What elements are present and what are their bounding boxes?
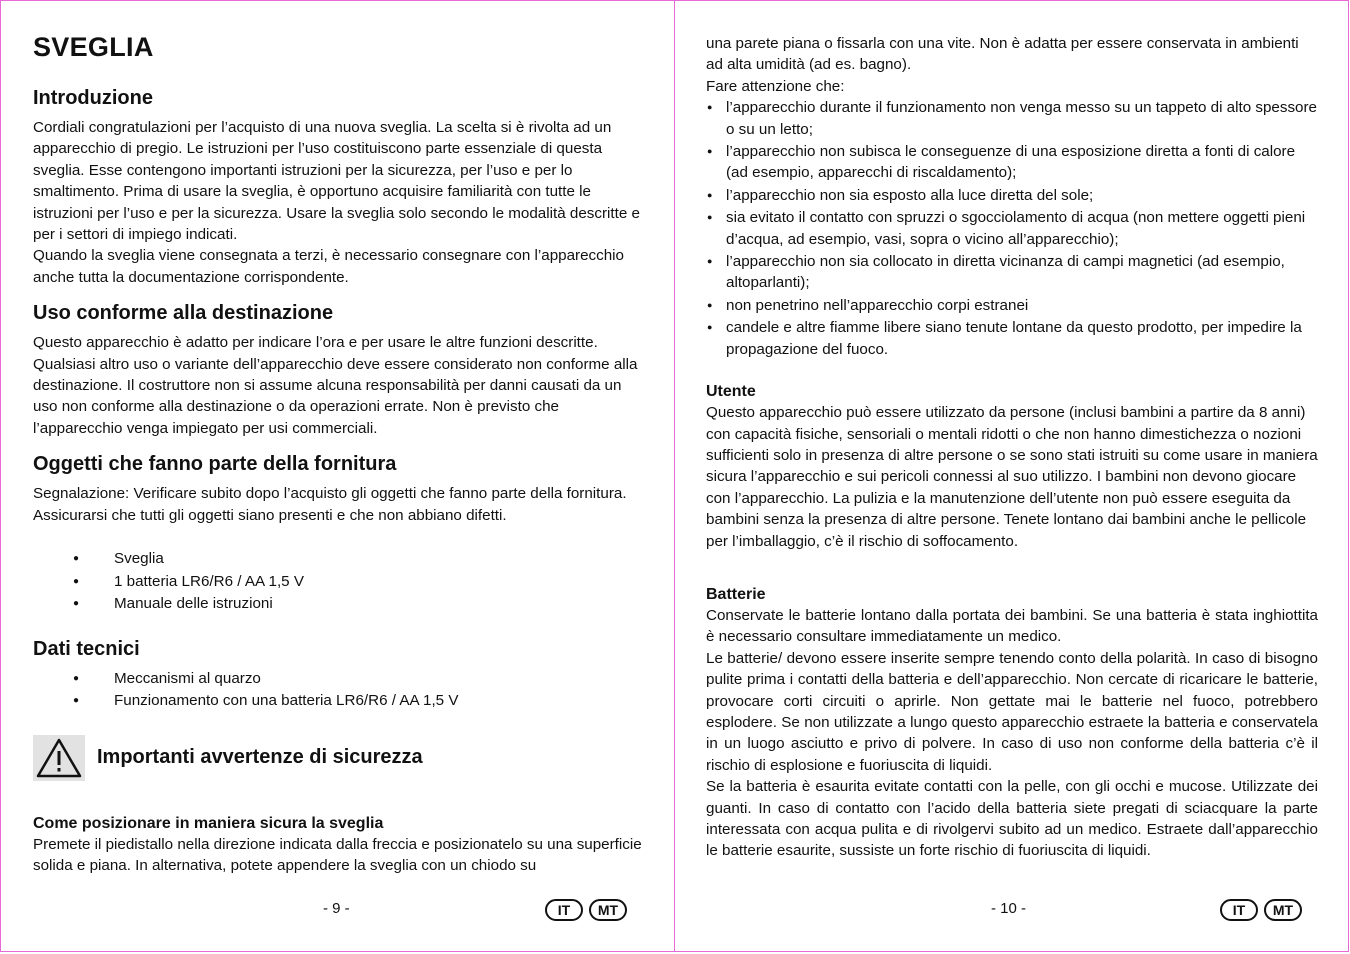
language-badges	[1220, 899, 1302, 921]
page-right	[674, 0, 1349, 952]
list-item: ● non penetrino nell’apparecchio corpi estranei	[706, 295, 1318, 316]
user-paragraph: Questo apparecchio può essere utilizzato da persone (inclusi bambini a partire da 8 anni) con capacità fisiche, sensoriali o mentali ridotti o che non hanno dimestichezza o nozioni sufficienti solo in presenza di altre persone o se sono stati istruiti su come usare in maniera sicura l’apparecchio e sui pericoli connessi al suo utilizzo. I bambini non devono giocare con l’apparecchio. La pulizia e la manutenzione dell’utente non può essere eseguita da bambini senza la presenza di altre persone. Tenete lontano dai bambini anche le pellicole per l’imballaggio, c’è il rischio di soffocamento.	[706, 404, 1318, 550]
language-badge-it: IT	[545, 899, 583, 921]
section-utente	[706, 381, 1318, 552]
section-uso-conforme	[33, 300, 645, 439]
supply-list	[33, 548, 645, 616]
page-number: - 9 -	[323, 900, 350, 917]
document-title: SVEGLIA	[33, 32, 154, 62]
section-fornitura	[33, 451, 645, 615]
intro-paragraph-2: Quando la sveglia viene consegnata a terzi, è necessario consegnare con l’apparecchio anche tutta la documentazione corrispondente.	[33, 247, 624, 286]
language-badge-mt: MT	[1264, 899, 1302, 921]
page-number: - 10 -	[991, 900, 1027, 917]
heading-sicurezza: Importanti avvertenze di sicurezza	[97, 746, 423, 769]
list-item: ● Funzionamento con una batteria LR6/R6 / AA 1,5 V	[33, 690, 645, 713]
list-item: ● l’apparecchio non subisca le conseguenze di una esposizione diretta a fonti di calore (ad esempio, apparecchi di riscaldamento);	[706, 141, 1318, 184]
right-column	[706, 33, 1318, 862]
section-posizionamento	[33, 813, 645, 877]
batteries-paragraph-2: Le batterie/ devono essere inserite sempre tenendo conto della polarità. In caso di bisogno pulite prima i contatti della batteria e dell’apparecchio. Non cercate di ricaricare le batterie, provocare corti circuiti o aprirle. Non gettate mai le batterie nel fuoco, potrebbero esplodere. Se non utilizzate a lungo questo apparecchio estraete la batteria e conservatela in un luogo asciutto e privo di polvere. In caso di uso non conforme della batteria c’è il rischio di esplosione e fuoriuscita di liquidi.	[706, 649, 1318, 774]
specs-list	[33, 668, 645, 713]
positioning-paragraph: Premete il piedistallo nella direzione indicata dalla freccia e posizionatelo su una superficie solida e piana. In alternativa, potete appendere la sveglia con un chiodo su	[33, 835, 642, 874]
left-column	[33, 29, 645, 876]
language-badge-mt: MT	[589, 899, 627, 921]
list-item: ● Sveglia	[33, 548, 645, 571]
heading-posizionamento: Come posizionare in maniera sicura la sveglia	[33, 814, 384, 832]
attention-intro: Fare attenzione che:	[706, 77, 845, 95]
continued-paragraph: una parete piana o fissarla con una vite. Non è adatta per essere conservata in ambienti ad alta umidità (ad es. bagno).	[706, 35, 1299, 74]
list-item: ● candele e altre fiamme libere siano tenute lontane da questo prodotto, per impedire la propagazione del fuoco.	[706, 317, 1318, 360]
batteries-paragraph-3: Se la batteria è esaurita evitate contatti con la pelle, con gli occhi e mucose. Utilizzate dei guanti. In caso di contatto con l’acido della batteria siete pregati di sciacquare la parte interessata con acqua pulita e di rivolgervi subito ad un medico. Estraete dall’apparecchio le batterie esaurite, sussiste un forte rischio di fuoriuscita di liquidi.	[706, 778, 1318, 860]
heading-dati-tecnici: Dati tecnici	[33, 637, 140, 660]
intended-use-paragraph: Questo apparecchio è adatto per indicare l’ora e per usare le altre funzioni descritte. Qualsiasi altro uso o variante dell’apparecchio deve essere considerato non conforme alla destinazione. Il costruttore non si assume alcuna responsabilità per danni causati da un uso non conforme alla destinazione o da operazioni errate. Non è previsto che l’apparecchio venga impiegato per usi commerciali.	[33, 334, 638, 437]
language-badges	[545, 899, 627, 921]
section-batterie	[706, 584, 1318, 862]
supply-notice: Segnalazione: Verificare subito dopo l’acquisto gli oggetti che fanno parte della fornitura. Assicurarsi che tutti gli oggetti siano presenti e che non abbiano difetti.	[33, 485, 627, 524]
list-item: ● sia evitato il contatto con spruzzi o sgocciolamento di acqua (non mettere oggetti pieni d’acqua, ad esempio, vasi, sopra o vicino all’apparecchio);	[706, 207, 1318, 250]
list-item: ● Manuale delle istruzioni	[33, 593, 645, 616]
precautions-list	[706, 97, 1318, 360]
list-item: ● l’apparecchio non sia collocato in diretta vicinanza di campi magnetici (ad esempio, altoparlanti);	[706, 251, 1318, 294]
safety-heading-row	[33, 735, 645, 781]
warning-triangle-icon	[33, 735, 85, 781]
list-item: ● 1 batteria LR6/R6 / AA 1,5 V	[33, 571, 645, 594]
section-introduzione	[33, 85, 645, 288]
heading-uso-conforme: Uso conforme alla destinazione	[33, 302, 334, 325]
list-item: ● l’apparecchio durante il funzionamento non venga messo su un tappeto di alto spessore o su un letto;	[706, 97, 1318, 140]
list-item: ● Meccanismi al quarzo	[33, 668, 645, 691]
batteries-paragraph-1: Conservate le batterie lontano dalla portata dei bambini. Se una batteria è stata inghiottita è necessario consultare immediatamente un medico.	[706, 606, 1318, 646]
section-dati-tecnici	[33, 636, 645, 713]
language-badge-it: IT	[1220, 899, 1258, 921]
heading-fornitura: Oggetti che fanno parte della fornitura	[33, 453, 397, 476]
heading-batterie: Batterie	[706, 585, 766, 603]
heading-introduzione: Introduzione	[33, 87, 153, 109]
heading-utente: Utente	[706, 383, 756, 401]
list-item: ● l’apparecchio non sia esposto alla luce diretta del sole;	[706, 185, 1318, 206]
intro-paragraph-1: Cordiali congratulazioni per l’acquisto di una nuova sveglia. La scelta si è rivolta ad un apparecchio di pregio. Le istruzioni per l’uso costituiscono parte essenziale di questa sveglia. Esse contengono importanti istruzioni per la sicurezza, per l’uso e per lo smaltimento. Prima di usare la sveglia, è opportuno acquisire familiarità con tutte le istruzioni per l’uso e per la sicurezza. Usare la sveglia solo secondo le modalità descritte e per i settori di impiego indicati.	[33, 119, 640, 244]
page-left	[0, 0, 675, 952]
